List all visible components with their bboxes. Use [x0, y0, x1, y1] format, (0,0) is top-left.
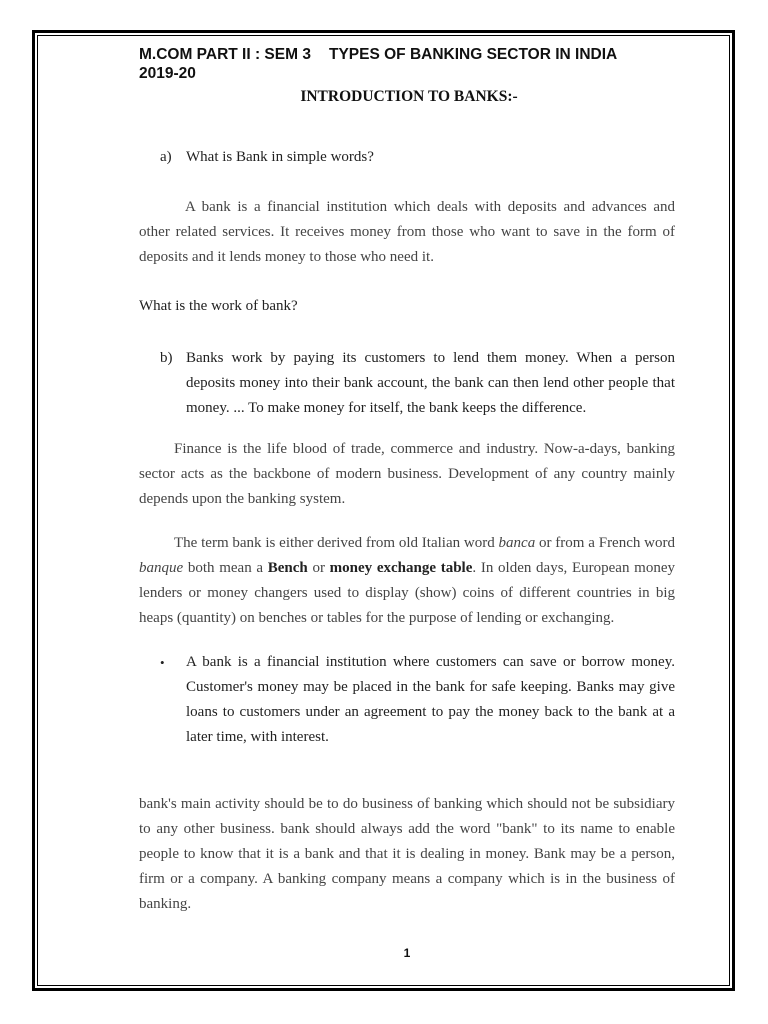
term-text-3: both mean a — [183, 560, 268, 576]
page-number: 1 — [403, 946, 411, 960]
term-text-2: or from a French word — [535, 535, 675, 551]
intro-heading: INTRODUCTION TO BANKS:- — [300, 88, 518, 105]
term-money-exchange-table: money exchange table — [329, 560, 473, 576]
work-question: What is the work of bank? — [139, 298, 298, 314]
list-item-b-marker: b) — [160, 350, 173, 366]
question-a-marker: a) — [160, 149, 172, 165]
term-paragraph — [139, 531, 675, 631]
bullet-item-text: A bank is a financial institution where customers can save or borrow money. Customer's money may be placed in the bank for safe keeping. Banks may give loans to customers under an agreement to pay the money back to the bank at a later time, with interest. — [186, 654, 675, 745]
term-banca: banca — [498, 535, 536, 551]
definition-paragraph: A bank is a financial institution which deals with deposits and advances and other related services. It receives money from those who want to save in the form of deposits and it lends money to those who need it. — [139, 199, 675, 265]
list-item-b — [160, 346, 675, 421]
topic-title: TYPES OF BANKING SECTOR IN INDIA — [329, 46, 618, 63]
course-title: M.COM PART II : SEM 3 — [139, 46, 311, 63]
list-item-b-text: Banks work by paying its customers to lend them money. When a person deposits money into their bank account, the bank can then lend other people that money. ... To make money for itself, the bank keeps the difference. — [186, 350, 675, 416]
term-banque: banque — [139, 560, 184, 576]
academic-year: 2019-20 — [139, 65, 196, 82]
bullet-icon: • — [160, 655, 165, 670]
document-header — [139, 45, 679, 83]
term-bench: Bench — [267, 560, 308, 576]
term-text-5: . In olden days, European money lenders or money changers used to display (show) coins of different countries in big heaps (quantity) on benches or tables for the purpose of lending or exchanging. — [139, 560, 675, 626]
term-text-1: The term bank is either derived from old Italian word — [174, 535, 499, 551]
bullet-item — [160, 650, 675, 750]
closing-paragraph: bank's main activity should be to do business of banking which should not be subsidiary to any other business. bank should always add the word "bank" to its name to enable people to know that it is a bank and that it is dealing in money. Bank may be a person, firm or a company. A banking company means a company which is in the business of banking. — [139, 796, 675, 912]
question-a-text: What is Bank in simple words? — [186, 149, 374, 165]
term-text-4: or — [307, 560, 330, 576]
question-a — [160, 149, 374, 166]
finance-paragraph: Finance is the life blood of trade, commerce and industry. Now-a-days, banking sector acts as the backbone of modern business. Development of any country mainly depends upon the banking system. — [139, 441, 675, 507]
